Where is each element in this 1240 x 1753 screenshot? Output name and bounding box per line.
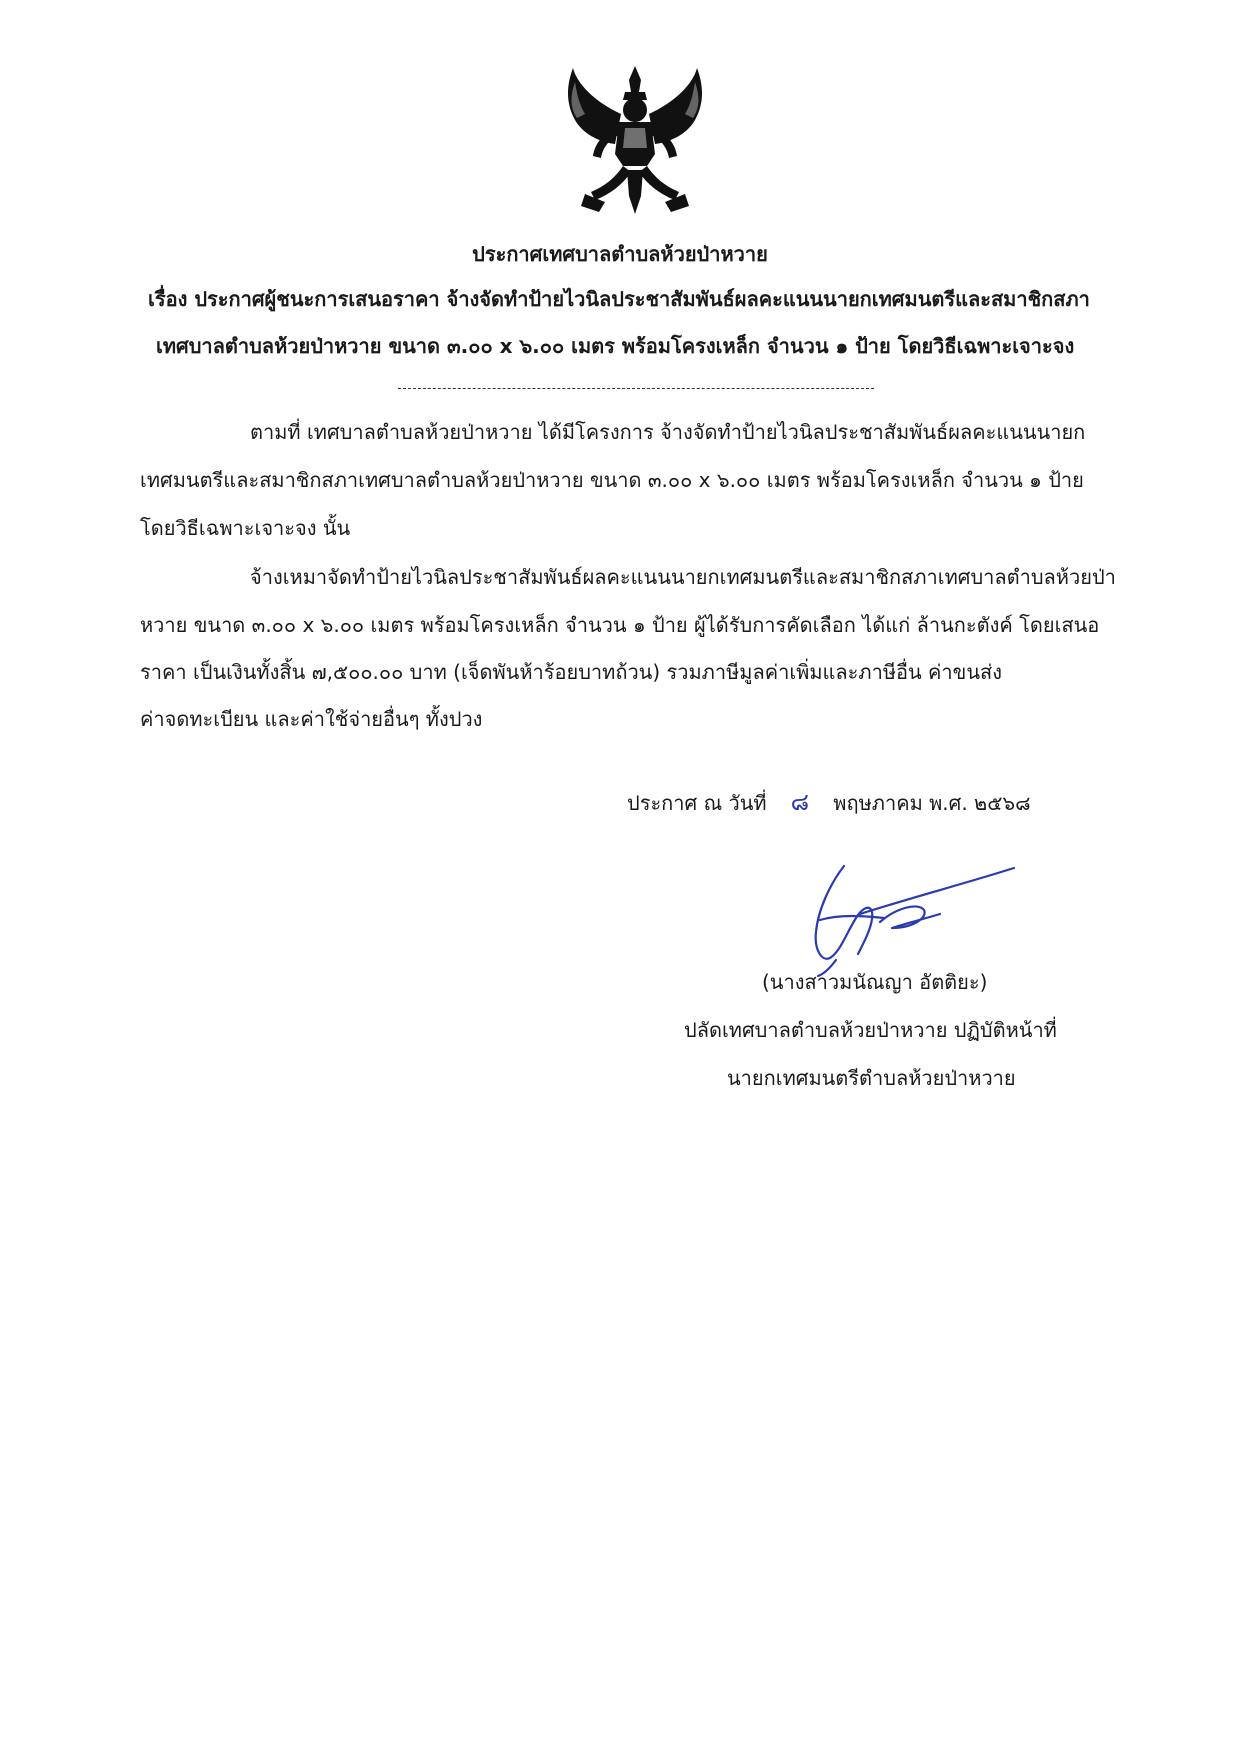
paragraph1-line1: ตามที่ เทศบาลตำบลห้วยป่าหวาย ได้มีโครงการ จ้างจัดทำป้ายไวนิลประชาสัมพันธ์ผลคะแนนนายก (250, 420, 1086, 444)
paragraph1-line3: โดยวิธีเฉพาะเจาะจง นั้น (140, 516, 351, 540)
subject-line-2: เทศบาลตำบลห้วยป่าหวาย ขนาด ๓.๐๐ x ๖.๐๐ เมตร พร้อมโครงเหล็ก จำนวน ๑ ป้าย โดยวิธีเฉพาะเจาะจง (156, 334, 1075, 358)
document-title: ประกาศเทศบาลตำบลห้วยป่าหวาย (472, 242, 768, 266)
subject-line-1: เรื่อง ประกาศผู้ชนะการเสนอราคา จ้างจัดทำป้ายไวนิลประชาสัมพันธ์ผลคะแนนนายกเทศมนตรีและสมาชิกสภา (148, 287, 1090, 311)
paragraph2-line1: จ้างเหมาจัดทำป้ายไวนิลประชาสัมพันธ์ผลคะแนนนายกเทศมนตรีและสมาชิกสภาเทศบาลตำบลห้วยป่า (250, 565, 1116, 589)
signatory-position-2: นายกเทศมนตรีตำบลห้วยป่าหวาย (727, 1066, 1016, 1090)
paragraph1-line2: เทศมนตรีและสมาชิกสภาเทศบาลตำบลห้วยป่าหวาย ขนาด ๓.๐๐ x ๖.๐๐ เมตร พร้อมโครงเหล็ก จำนวน ๑ ป้าย (140, 468, 1084, 492)
garuda-emblem-icon (555, 62, 715, 222)
announcement-date (627, 782, 1031, 821)
signatory-name: (นางสาวมนัณญา อัตติยะ) (762, 970, 988, 994)
paragraph2-line3: ราคา เป็นเงินทั้งสิ้น ๗,๕๐๐.๐๐ บาท (เจ็ดพันห้าร้อยบาทถ้วน) รวมภาษีมูลค่าเพิ่มและภาษีอื่น ค่าขนส่ง (140, 660, 1002, 684)
paragraph2-line4: ค่าจดทะเบียน และค่าใช้จ่ายอื่นๆ ทั้งปวง (140, 707, 483, 731)
date-prefix: ประกาศ ณ วันที่ (627, 791, 767, 815)
signatory-position-1: ปลัดเทศบาลตำบลห้วยป่าหวาย ปฏิบัติหน้าที่ (684, 1018, 1057, 1042)
date-month-year: พฤษภาคม พ.ศ. ๒๕๖๘ (833, 791, 1031, 815)
paragraph2-line2: หวาย ขนาด ๓.๐๐ x ๖.๐๐ เมตร พร้อมโครงเหล็ก จำนวน ๑ ป้าย ผู้ได้รับการคัดเลือก ได้แก่ ล้านกะตังค์ โดยเสนอ (140, 613, 1100, 637)
signature-icon (800, 858, 1020, 978)
date-day-handwritten: ๘ (790, 788, 810, 816)
dashed-divider (398, 388, 874, 389)
